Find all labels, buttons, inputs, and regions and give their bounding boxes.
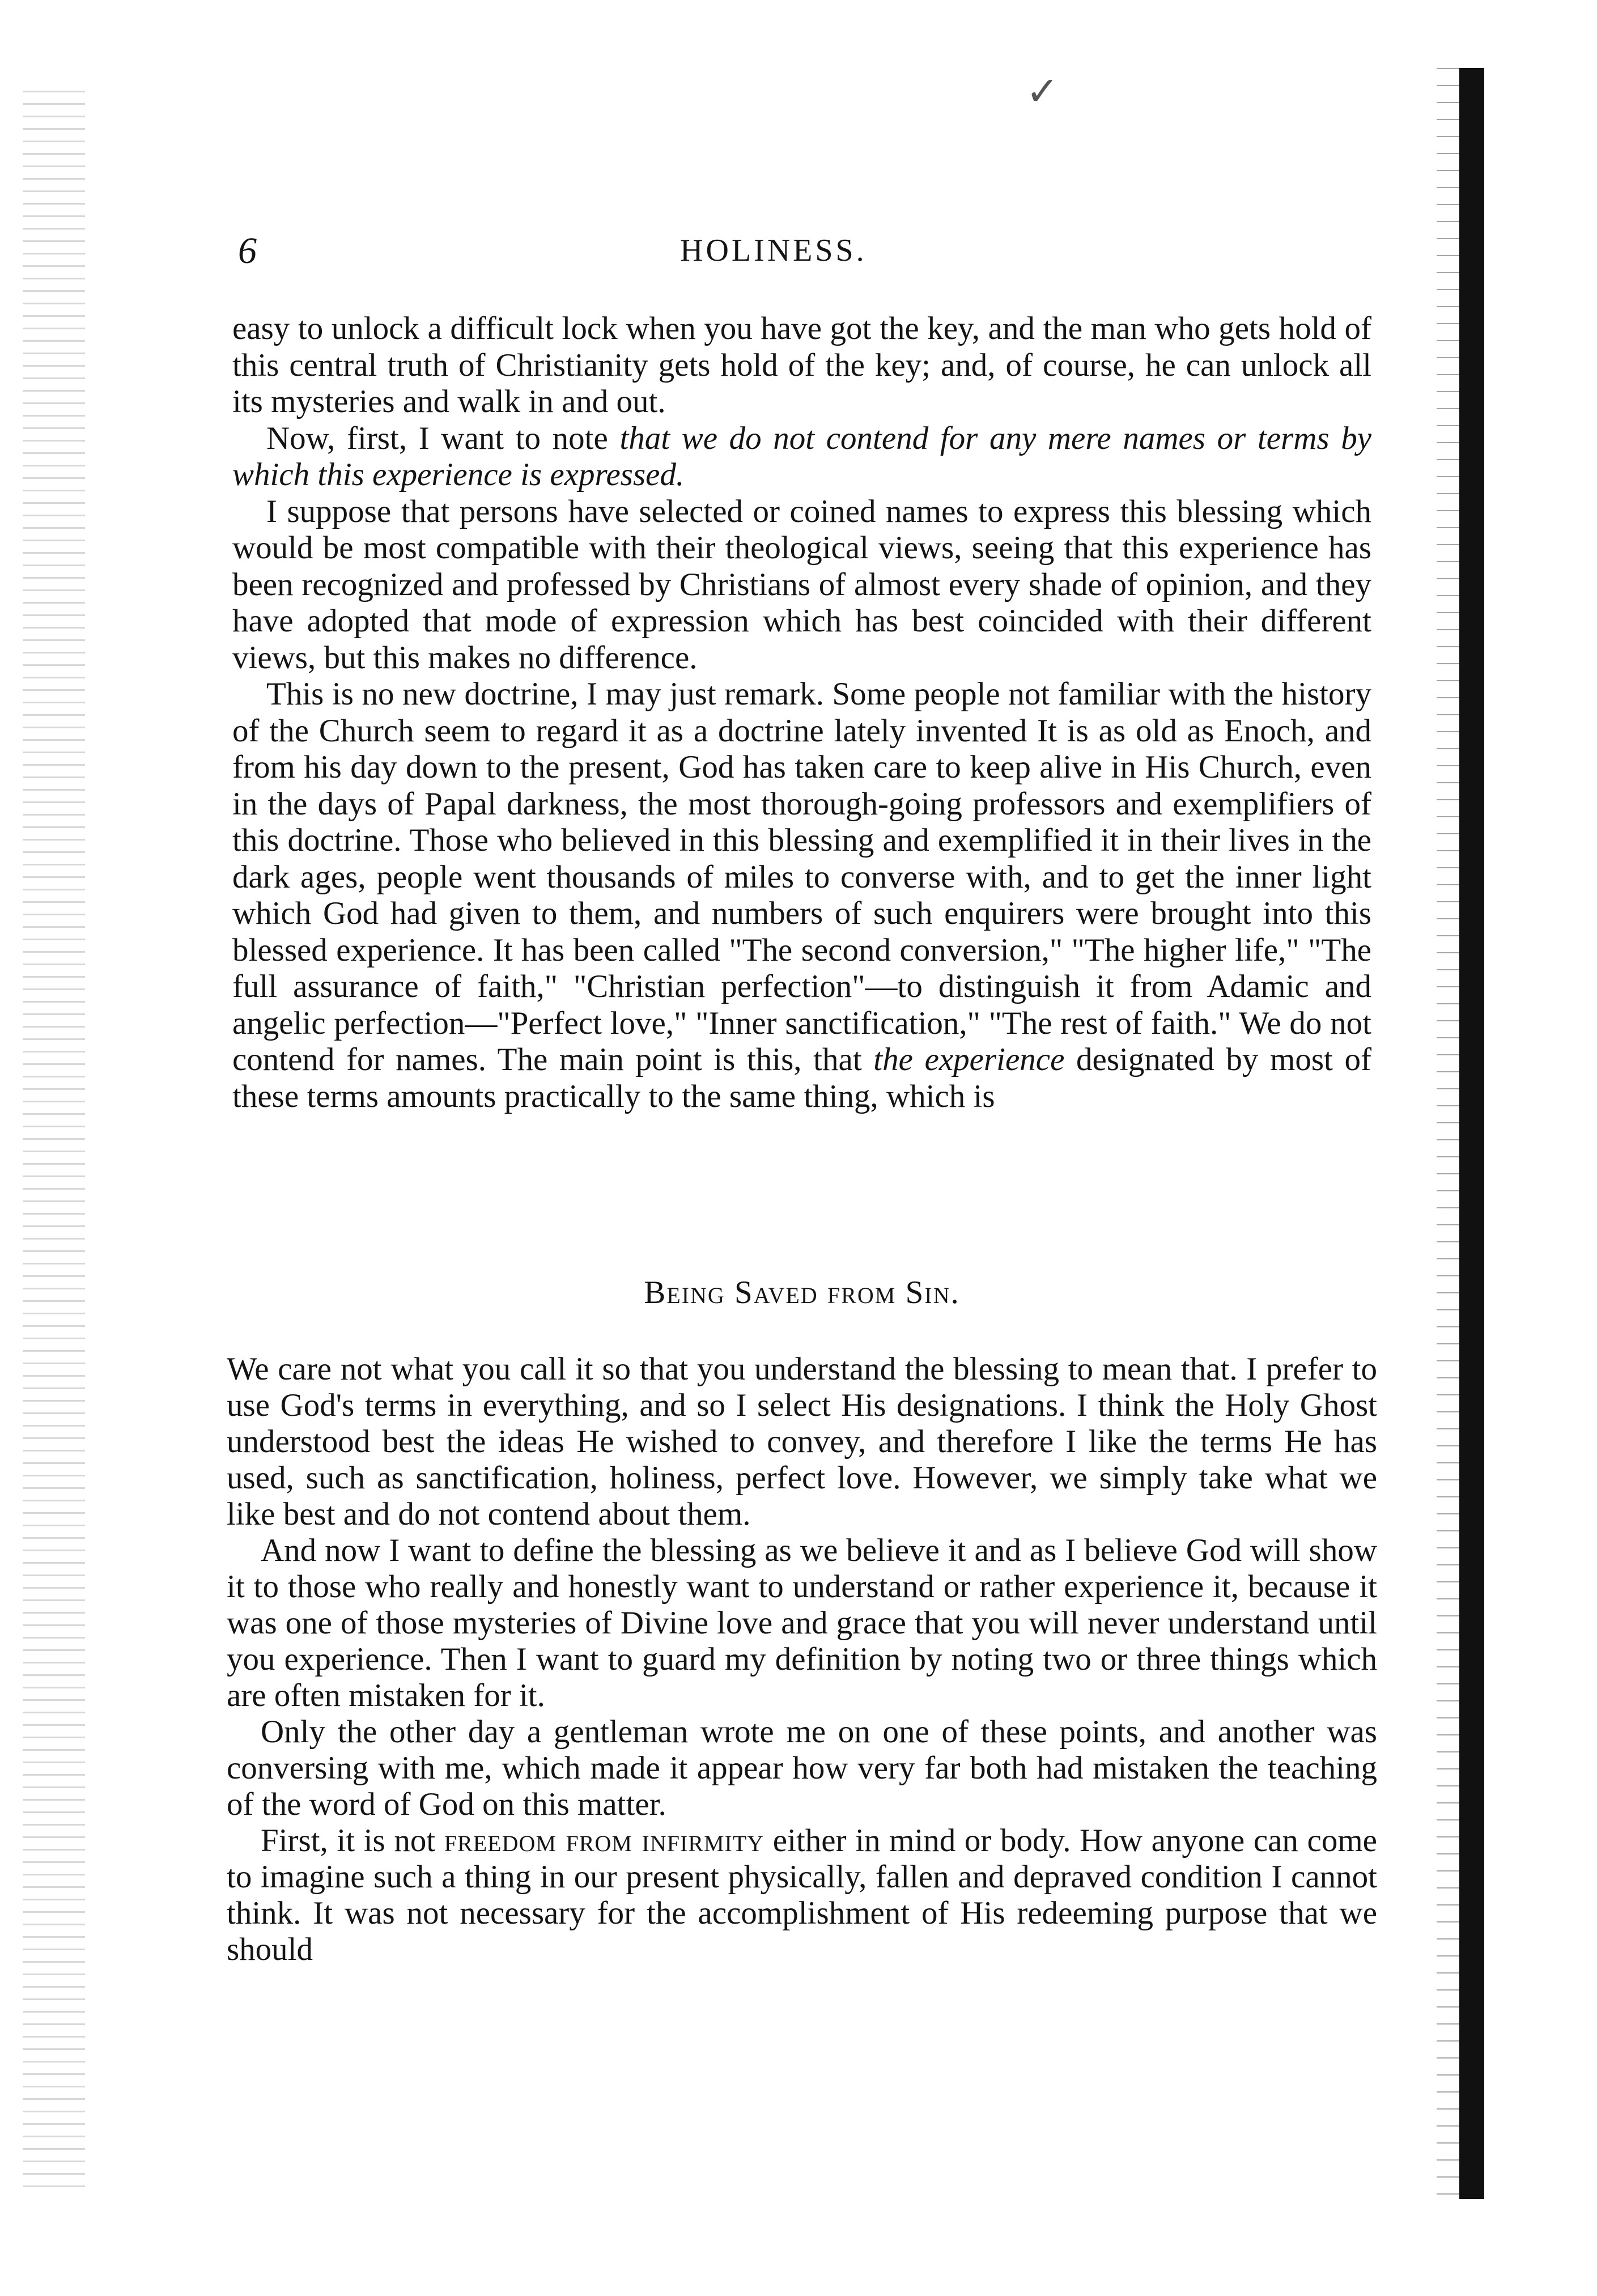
- paragraph-coined-names: I suppose that persons have selected or coined names to express this blessing which would be most compatible with their theological views, seeing that this experience has been recognized and professed by Christians of almost every shade of opinion, and they have adopted that mode of expression which has best coincided with their different views, but this makes no difference.: [232, 493, 1371, 676]
- paragraph-continuation: easy to unlock a difficult lock when you have got the key, and the man who gets hold of this central truth of Christianity gets hold of the key; and, of course, he can unlock all its mysteries and walk in and out.: [232, 311, 1371, 419]
- section-heading: Being Saved from Sin.: [644, 1275, 960, 1310]
- paragraph-lead: Now, first, I want to note: [266, 420, 620, 456]
- running-head: HOLINESS.: [680, 233, 867, 268]
- paragraph-gentleman: Only the other day a gentleman wrote me on one of these points, and another was conversing with me, which made it appear how very far both had mistaken the teaching of the word of God on this matter.: [227, 1714, 1377, 1822]
- paragraph-text: either in mind or body. How anyone can come to imagine such a thing in our present physically, fallen and depraved condition I cannot think. It was not necessary for the accomplishment of His redeeming purpose that we should: [227, 1823, 1377, 1967]
- pencil-check-mark: ✓: [1026, 70, 1059, 114]
- scanned-binding-fringe: [1437, 68, 1459, 2199]
- paragraph-lead: First, it is not: [261, 1823, 444, 1858]
- body-text-lower: [227, 1351, 1377, 1968]
- emphasis-text: that we do not contend for any mere names or terms by which this experience is expressed.: [232, 420, 1371, 493]
- scanned-page-edge-left: [23, 91, 85, 2188]
- paragraph-define-blessing: And now I want to define the blessing as we believe it and as I believe God will show it to those who really and honestly want to understand or rather experience it, because it was one of those mysteries of Divine love and grace that you will never understand until you experience. Then I want to guard my definition by noting two or three things which are often mistaken for it.: [227, 1533, 1377, 1713]
- paragraph-infirmity: [227, 1823, 1377, 1968]
- paragraph-terms: We care not what you call it so that you understand the blessing to mean that. I prefer to use God's terms in everything, and so I select His designations. I think the Holy Ghost understood best the ideas He wished to convey, and therefore I like the terms He has used, such as sanctification, holiness, perfect love. However, we simply take what we like best and do not contend about them.: [227, 1351, 1377, 1532]
- paragraph-text: designated by most of these terms amounts practically to the same thing, which is: [232, 1042, 1372, 1114]
- body-text-upper: [232, 311, 1371, 1115]
- emphasis-text: the experience: [873, 1042, 1065, 1077]
- page-number: 6: [238, 230, 257, 271]
- scanned-binding-edge-right: [1459, 68, 1484, 2199]
- paragraph-no-new-doctrine: [232, 676, 1371, 1115]
- paragraph-text: This is no new doctrine, I may just remark. Some people not familiar with the history of the Church seem to regard it as a doctrine lately invented It is as old as Enoch, and from his day down to the present, God has taken care to keep alive in His Church, even in the days of Papal darkness, the most thorough-going professors and exemplifiers of this doctrine. Those who believed in this blessing and exemplified it in their lives in the dark ages, people went thousands of miles to converse with, and to get the inner light which God had given to them, and numbers of such enquirers were brought into this blessed experience. It has been called "The second conversion," "The higher life," "The full assurance of faith," "Christian perfection"—to distinguish it from Adamic and angelic perfection—"Perfect love," "Inner sanctification," "The rest of faith." We do not contend for names. The main point is this, that: [232, 676, 1371, 1077]
- paragraph-names-terms: [232, 421, 1371, 494]
- small-caps-text: freedom from infirmity: [444, 1823, 764, 1858]
